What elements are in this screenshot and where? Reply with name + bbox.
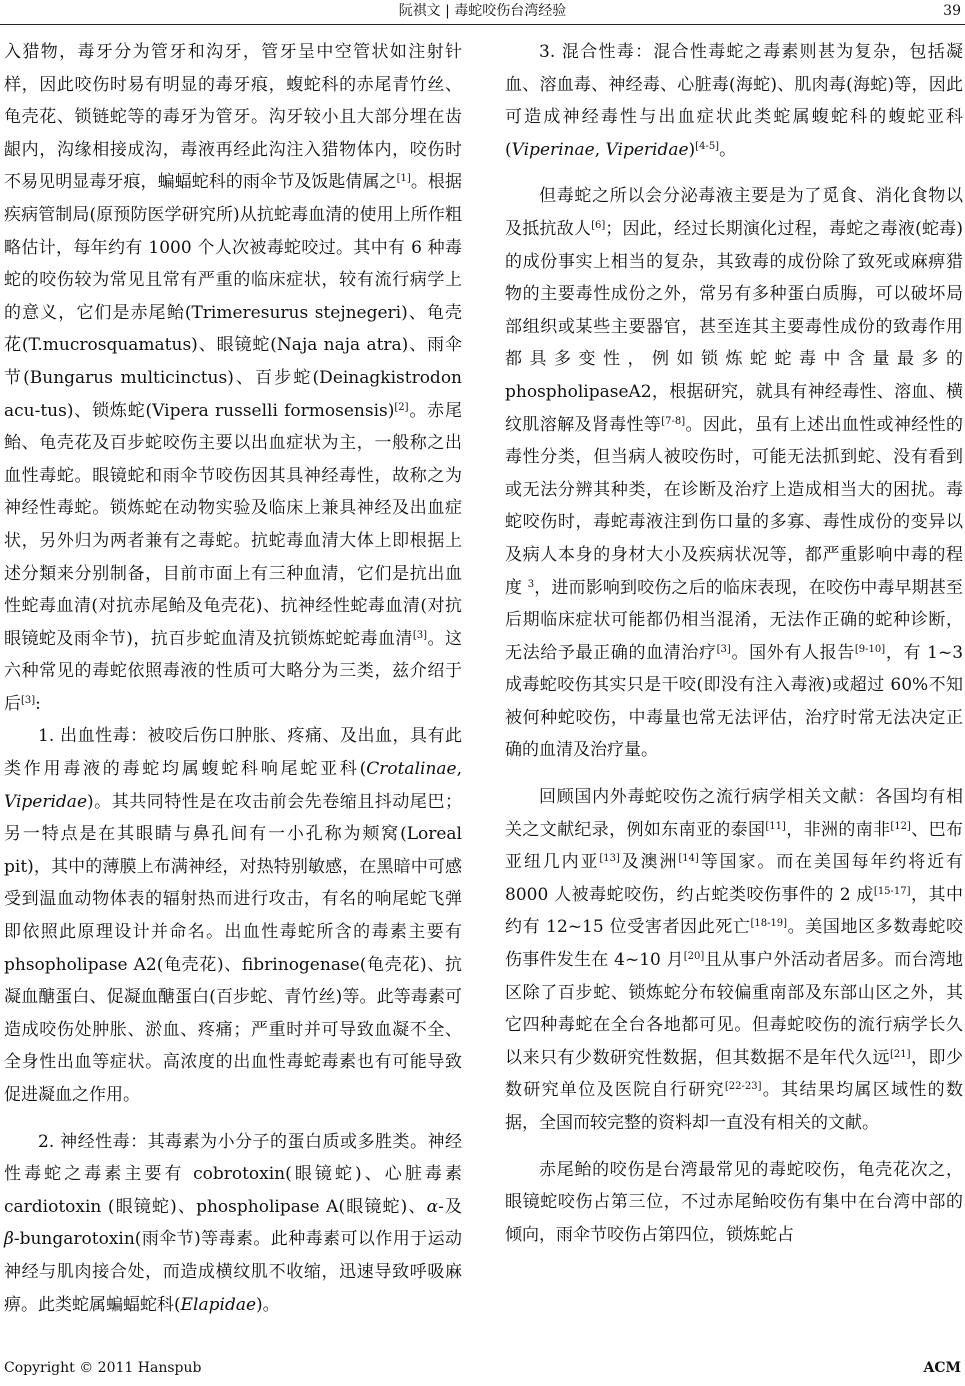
paragraph: 3. 混合性毒：混合性毒蛇之毒素则甚为复杂，包括凝血、溶血毒、神经毒、心脏毒(海蛇)、肌肉毒(海蛇)等，因此可造成神经毒性与出血症状此类蛇属蝮蛇科的蝮蛇亚科(Viperinae, Viperidae)[4-5]。 — [505, 42, 963, 160]
paragraph: 1. 出血性毒：被咬后伤口肿胀、疼痛、及出血，具有此类作用毒液的毒蛇均属蝮蛇科响尾蛇亚科(Crotalinae, Viperidae)。其共同特性是在攻击前会先卷缩且抖动尾巴；另一特点是在其眼睛与鼻孔间有一小孔称为颊窝(Loreal pit)，其中的薄膜上布满神经，对热特别敏感，在黑暗中可感受到温血动物体表的辐射热而进行攻击，有名的响尾蛇飞弹即依照此原理设计并命名。出血性毒蛇所含的毒素主要有 phsopholipase A2(龟壳花)、fibrinogenase(龟壳花)、抗凝血醣蛋白、促凝血醣蛋白(百步蛇、青竹丝)等。此等毒素可造成咬伤处肿胀、淤血、疼痛；严重时并可导致血凝不全、全身性出血等症状。高浓度的出血性毒蛇毒素也有可能导致促进凝血之作用。 — [4, 726, 462, 1105]
copyright-notice: Copyright © 2011 Hanspub — [4, 1360, 202, 1376]
paragraph: 回顾国内外毒蛇咬伤之流行病学相关文献：各国均有相关之文献纪录，例如东南亚的泰国[11]，非洲的南非[12]、巴布亚纽几内亚[13]及澳洲[14]等国家。而在美国每年约将近有 8000 人被毒蛇咬伤，约占蛇类咬伤事件的 2 成[15-17]，其中约有 12~15 位受害者因此死亡[18-19]。美国地区多数毒蛇咬伤事件发生在 4~10 月[20]且从事户外活动者居多。而台湾地区除了百步蛇、锁炼蛇分布较偏重南部及东部山区之外，其它四种毒蛇在全台各地都可见。但毒蛇咬伤的流行病学长久以来只有少数研究性数据，但其数据不是年代久远[21]，即少数研究单位及医院自行研究[22-23]。其结果均属区域性的数据，全国而较完整的资料却一直没有相关的文献。 — [505, 787, 964, 1133]
right-column — [505, 36, 963, 1251]
journal-abbreviation: ACM — [923, 1360, 961, 1376]
paragraph: 2. 神经性毒：其毒素为小分子的蛋白质或多胜类。神经性毒蛇之毒素主要有 cobrotoxin(眼镜蛇)、心脏毒素 cardiotoxin (眼镜蛇)、phospholipase A(眼镜蛇)、α-及 β-bungarotoxin(雨伞节)等毒素。此种毒素可以作用于运动神经与肌肉接合处，而造成横纹肌不收缩，迅速导致呼吸麻痹。此类蛇属蝙蝠蛇科(Elapidae)。 — [4, 1131, 462, 1315]
left-column — [4, 36, 462, 1321]
page-number: 39 — [943, 3, 961, 19]
paragraph: 但毒蛇之所以会分泌毒液主要是为了觅食、消化食物以及抵抗敌人[6]；因此，经过长期演化过程，毒蛇之毒液(蛇毒)的成份事实上相当的复杂，其致毒的成份除了致死或麻痹猎物的主要毒性成份之外，常另有多种蛋白质脢，可以破坏局部组织或某些主要器官，甚至连其主要毒性成份的致毒作用都具多变性，例如锁炼蛇蛇毒中含量最多的 phospholipaseA2，根据研究，就具有神经毒性、溶血、横纹肌溶解及肾毒性等[7-8]。因此，虽有上述出血性或神经性的毒性分类，但当病人被咬伤时，可能无法抓到蛇、没有看到或无法分辨其种类，在诊断及治疗上造成相当大的困扰。毒蛇咬伤时，毒蛇毒液注到伤口量的多寡、毒性成份的变异以及病人本身的身材大小及疾病状况等，都严重影响中毒的程度 $^3$，进而影响到咬伤之后的临床表现，在咬伤中毒早期甚至后期临床症状可能都仍相当混淆，无法作正确的蛇种诊断，无法给予最正确的血清治疗[3]。国外有人报告[9-10]，有 1~3 成毒蛇咬伤其实只是干咬(即没有注入毒液)或超过 60%不知被何种蛇咬伤，中毒量也常无法评估，治疗时常无法决定正确的血清及治疗量。 — [505, 186, 964, 761]
running-header — [0, 0, 965, 26]
paragraph: 入猎物，毒牙分为管牙和沟牙，管牙呈中空管状如注射针样，因此咬伤时易有明显的毒牙痕，蝮蛇科的赤尾青竹丝、龟壳花、锁链蛇等的毒牙为管牙。沟牙较小且大部分埋在齿龈内，沟缘相接成沟，毒液再经此沟注入猎物体内，咬伤时不易见明显毒牙痕，蝙蝠蛇科的雨伞节及饭匙倩属之[1]。根据疾病管制局(原预防医学研究所)从抗蛇毒血清的使用上所作粗略估计，每年约有 1000 个人次被毒蛇咬过。其中有 6 种毒蛇的咬伤较为常见且常有严重的临床症状，较有流行病学上的意义，它们是赤尾鲐(Trimeresurus stejnegeri)、龟壳花(T.mucrosquamatus)、眼镜蛇(Naja naja atra)、雨伞节(Bungarus multicinctus)、百步蛇(Deinagkistrodon acu-tus)、锁炼蛇(Vipera russelli formosensis)[2]。赤尾鲐、龟壳花及百步蛇咬伤主要以出血症状为主，一般称之出血性毒蛇。眼镜蛇和雨伞节咬伤因其具神经毒性，故称之为神经性毒蛇。锁炼蛇在动物实验及临床上兼具神经及出血症状，另外归为两者兼有之毒蛇。抗蛇毒血清大体上即根据上述分類来分别制备，目前市面上有三种血清，它们是抗出血性蛇毒血清(对抗赤尾鲐及龟壳花)、抗神经性蛇毒血清(对抗眼镜蛇及雨伞节)，抗百步蛇血清及抗锁炼蛇蛇毒血清[3]。这六种常见的毒蛇依照毒液的性质可大略分为三类，兹介绍于后[3]: — [4, 42, 463, 714]
paragraph: 赤尾鲐的咬伤是台湾最常见的毒蛇咬伤，龟壳花次之，眼镜蛇咬伤占第三位，不过赤尾鲐咬伤有集中在台湾中部的倾向，雨伞节咬伤占第四位，锁炼蛇占 — [505, 1159, 963, 1245]
page-footer — [0, 1358, 965, 1382]
running-title: 阮祺文 | 毒蛇咬伤台湾经验 — [398, 3, 567, 19]
header-rule — [0, 24, 965, 25]
